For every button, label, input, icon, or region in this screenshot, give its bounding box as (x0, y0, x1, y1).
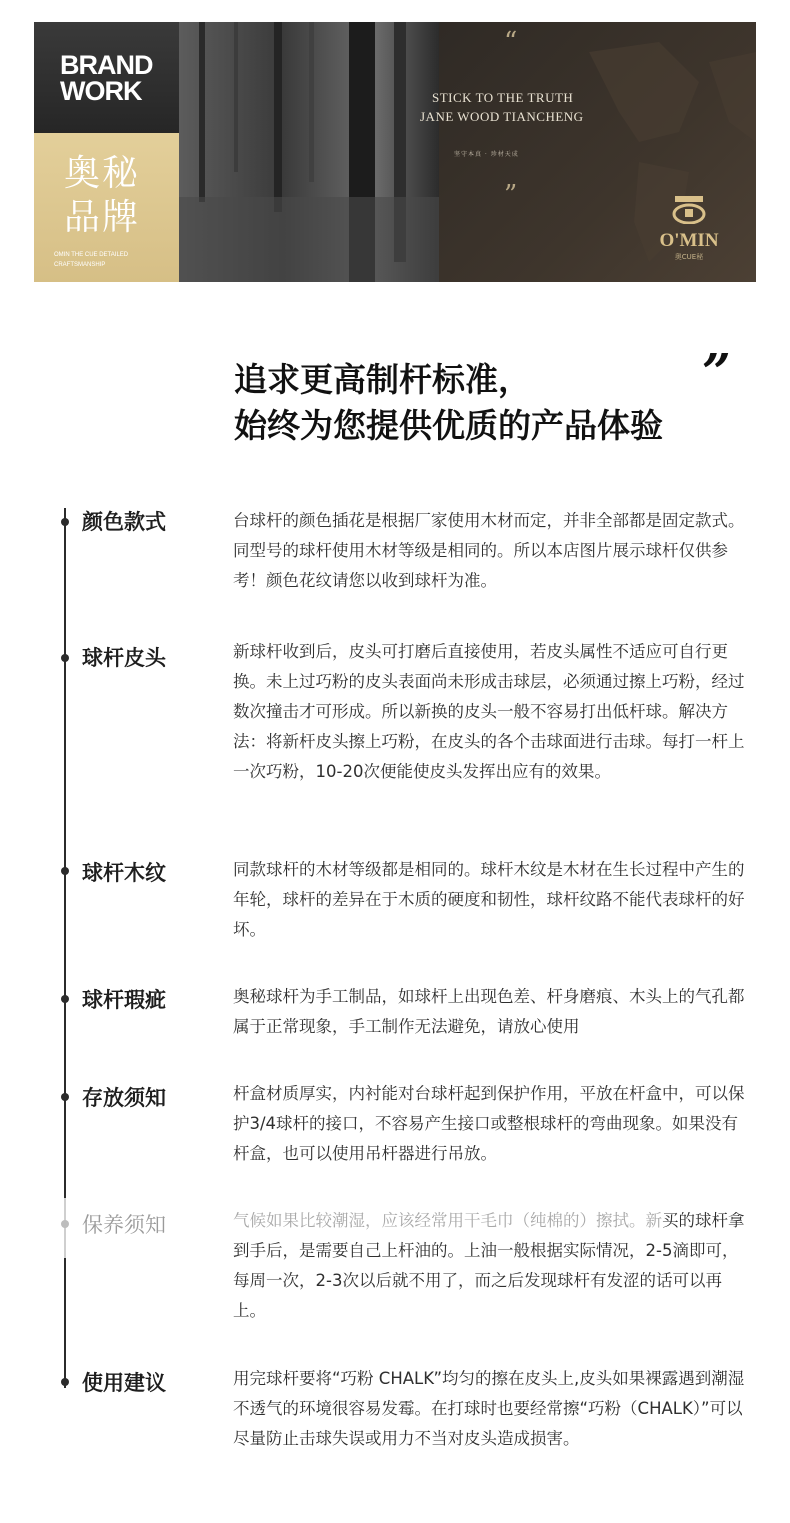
page-headline (234, 357, 663, 449)
section-body-color: 台球杆的颜色插花是根据厂家使用木材而定，并非全部都是固定款式。同型号的球杆使用木材等级是相同的。所以本店图片展示球杆仅供参考！颜色花纹请您以收到球杆为准。 (233, 511, 745, 590)
brand-work-text (60, 52, 153, 104)
section-body-flaw: 奥秘球杆为手工制品，如球杆上出现色差、杆身磨痕、木头上的气孔都属于正常现象，手工制作无法避免，请放心使用 (233, 987, 745, 1036)
forest-trees (179, 22, 439, 282)
timeline-dot (61, 518, 69, 526)
brand-cn-line: 奥秘 (64, 153, 141, 194)
headline-line: 追求更高制杆标准， (234, 360, 531, 399)
timeline-line-faded (64, 1198, 66, 1258)
timeline-dot (61, 1093, 69, 1101)
brand-sub-line: CRAFTSMANSHIP (54, 262, 106, 268)
section-title-flaw: 球杆瑕疵 (82, 988, 166, 1012)
brand-cn-line: 品牌 (64, 197, 141, 238)
care-body-first: 气候如果比较潮湿，应该经常用干毛巾（纯棉的）擦拭。新 (233, 1211, 662, 1230)
logo-sub: 奥CUE秘 (674, 253, 704, 261)
timeline-dot (61, 1378, 69, 1386)
quote-open-icon: “ (504, 27, 518, 57)
section-title-usage: 使用建议 (82, 1371, 166, 1395)
slogan-line: STICK TO THE TRUTH (432, 90, 574, 105)
brand-banner (34, 22, 756, 282)
brand-panel (34, 22, 179, 133)
care-body-rest: 买的球杆拿到手后，是需要自己上杆油的。上油一般根据实际情况，2-5滴即可，每周一次，2-3次以后就不用了，而之后发现球杆有发涩的话可以再上。 (233, 1211, 745, 1320)
section-body-care (233, 1206, 748, 1326)
brand-line: BRAND (60, 50, 153, 80)
section-title-tip: 球杆皮头 (82, 646, 166, 670)
slogan (420, 88, 584, 126)
brand-line: WORK (60, 76, 142, 106)
quote-close-icon: ” (504, 180, 518, 210)
timeline-dot (61, 654, 69, 662)
brand-sub-line: OMIN THE CUE DETAILED (54, 252, 129, 258)
section-body-usage: 用完球杆要将“巧粉 CHALK”均匀的擦在皮头上,皮头如果裸露遇到潮湿不透气的环境很容易发霉。在打球时也要经常擦“巧粉（CHALK）”可以尽量防止击球失误或用力不当对皮头造成损害。 (233, 1369, 745, 1448)
brand-cn-text (64, 152, 140, 240)
crown-icon (669, 194, 709, 224)
section-body-grain: 同款球杆的木材等级都是相同的。球杆木纹是木材在生长过程中产生的年轮，球杆的差异在于木质的硬度和韧性，球杆纹路不能代表球杆的好坏。 (233, 860, 745, 939)
brand-subtitle (54, 250, 128, 270)
slogan-small: 坚守本真 · 珍材天成 (454, 151, 519, 158)
brand-gold-panel (34, 133, 179, 282)
omin-logo (634, 194, 744, 262)
section-title-color: 颜色款式 (82, 510, 166, 534)
section-title-care: 保养须知 (82, 1213, 166, 1237)
slogan-line: JANE WOOD TIANCHENG (420, 109, 584, 124)
timeline-dot (61, 867, 69, 875)
headline-line: 始终为您提供优质的产品体验 (234, 406, 663, 445)
section-title-storage: 存放须知 (82, 1086, 166, 1110)
logo-name: O'MIN (659, 230, 719, 251)
section-body-storage: 杆盒材质厚实，内衬能对台球杆起到保护作用，平放在杆盒中，可以保护3/4球杆的接口，不容易产生接口或整根球杆的弯曲现象。如果没有杆盒，也可以使用吊杆器进行吊放。 (233, 1084, 745, 1163)
forest-photo (179, 22, 439, 282)
quote-mark-icon: ” (702, 342, 731, 401)
timeline-dot (61, 995, 69, 1003)
timeline-dot (61, 1220, 69, 1228)
section-title-grain: 球杆木纹 (82, 861, 166, 885)
section-body-tip: 新球杆收到后，皮头可打磨后直接使用，若皮头属性不适应可自行更换。未上过巧粉的皮头表面尚未形成击球层，必须通过擦上巧粉，经过数次撞击才可形成。所以新换的皮头一般不容易打出低杆球。解决方法：将新杆皮头擦上巧粉，在皮头的各个击球面进行击球。每打一杆上一次巧粉，10-20次便能使皮头发挥出应有的效果。 (233, 642, 745, 781)
